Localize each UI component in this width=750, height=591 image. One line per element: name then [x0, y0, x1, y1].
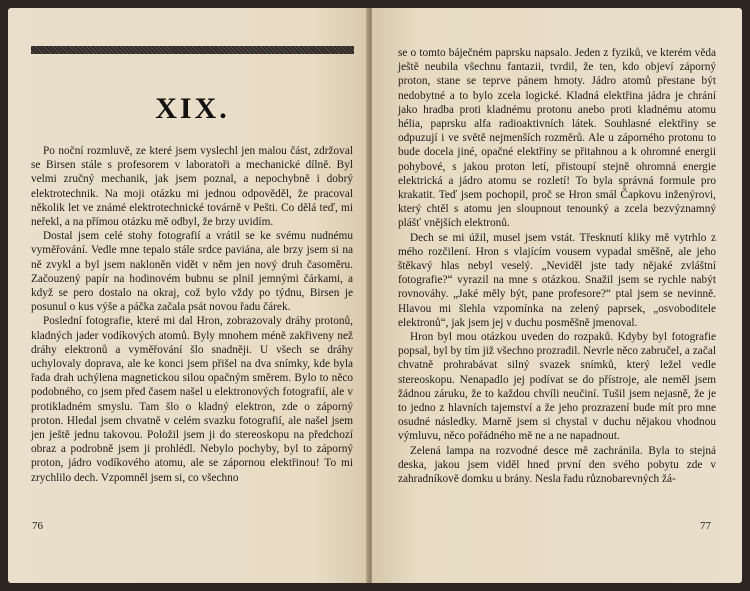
page-number-left: 76	[32, 520, 43, 532]
paragraph: Dostal jsem celé stohy fotografií a vrátil se ke svému nudnému vyměřování. Vedle mne tepalo stále srdce paviána, ale brzy jsem si na ně zvykl a byl jsem nakloněn vidět v něm jen nový druh časoměru. Začouzený papír na hodinovém bubnu se plnil jemnými čárkami, a když se pero dostalo na okraj, což bylo vždy po týdnu, Birsen je posunul o kus výše a páčka začala psát novou řadu čárek.	[31, 230, 353, 314]
paragraph: Zelená lampa na rozvodné desce mě zachránila. Byla to stejná deska, jakou jsem viděl hned první den svého pobytu zde v zahradníkově domku u brány. Nesla řadu různobarevných žá-	[398, 444, 716, 486]
paragraph: Po noční rozmluvě, ze které jsem vyslechl jen malou část, zdržoval se Birsen stále s profesorem v laboratoři a mechanické dílně. Byl velmi zručný mechanik, jak jsem poznal, a nepochybně i dobrý elektrotechnik. Na moji otázku mi jednou odpověděl, že pracoval několik let ve známé elektrotechnické továrně v Pešti. Co dělá teď, mi neřekl, a na přímou otázku mě odbyl, že brzy uvidím.	[31, 145, 353, 229]
paragraph: Dech se mi úžil, musel jsem vstát. Třesknutí kliky mě vytrhlo z mého rozčilení. Hron s vlajícím vousem vypadal směšně, ale jeho štěkavý hlas nebyl veselý. „Neviděl jste tady nějaké zvláštní fotografie?“ vyrazil na mne s otázkou. Snažil jsem se rychle nabýt rovnováhy. „Jaké měly být, pane profesore?“ ptal jsem se nevinně. Hlavou mi šlehla vzpomínka na zelený paprsek, „osvoboditele elektronů“, jak jsem jej v duchu posměšně jmenoval.	[398, 231, 716, 329]
right-page-body	[398, 46, 716, 486]
left-page	[8, 8, 368, 583]
page-number-right: 77	[700, 520, 711, 532]
right-page	[372, 8, 742, 583]
paragraph: Hron byl mou otázkou uveden do rozpaků. Kdyby byl fotografie popsal, byl by tím již všechno prozradil. Nevrle něco zabručel, a začal chvatně prohrabávat silný svazek snímků, který ležel vedle stereoskopu. Nenapadlo jej podívat se do přístroje, ale neměl jsem žádnou záruku, že to každou chvíli neučiní. Tušil jsem nejasně, že je to jedno z hlavních tajemství a že jeho prozrazení bude mít pro mne osudné následky. Marně jsem si chystal v duchu nějakou vhodnou výmluvu, něco pořádného mě ne a ne napadnout.	[398, 331, 716, 443]
paragraph: Poslední fotografie, které mi dal Hron, zobrazovaly dráhy protonů, kladných jader vodíkových atomů. Byly mnohem méně zakřiveny než dráhy elektronů a vyměřování šlo snadněji. U všech se dráhy uchylovaly doprava, ale ke konci jsem přišel na dva snímky, kde byla řada drah uchýlena magnetickou silou opačným směrem. Bylo to něco podobného, co jsem před časem našel u elektronových fotografií, ale v protikladném smyslu. Tam šlo o kladný elektron, zde o záporný proton. Hledal jsem chvatně v celém svazku fotografií, ale našel jsem jen ještě jednu takovou. Položil jsem ji do stereoskopu na předchozí obraz a podrobně jsem ji prohlédl. Nebylo pochyby, byl to záporný proton, jádro vodíkového atomu, ale se zápornou elektřinou! To mi zrychlilo dech. Vzpomněl jsem si, co všechno	[31, 315, 353, 484]
chapter-ornament-rule	[31, 46, 354, 54]
chapter-title: XIX.	[155, 92, 230, 125]
paragraph: se o tomto báječném paprsku napsalo. Jeden z fyziků, ve kterém věda ještě neubila všechnu fantazii, tvrdil, že ten, kdo objeví záporný proton, stane se teprve pánem hmoty. Jádro atomů přestane být nedobytné a to bylo zcela logické. Kladná elektřina jádra je chrání jako hradba proti kladnému protonu anebo proti kladnému atomu hélia, paprsku alfa radioaktivních látek. Souhlasné elektřiny se odpuzují i ve světě nejmenších rozměrů. Ale u záporného protonu to bude docela jiné, opačné elektřiny se přitahnou a k ohromné energii pohybové, s jakou proton letí, přistoupí stejně ohromná energie elektrická a jádro atomu se rozletí! To byla správná formule pro krakatit. Teď jsem pochopil, proč se Hron smál Čapkovu inženýrovi, který chtěl s atomu jen sloupnout tenounký a zcela bezvýznamný plášť vnějších elektronů.	[398, 47, 716, 230]
left-page-body	[31, 144, 353, 485]
